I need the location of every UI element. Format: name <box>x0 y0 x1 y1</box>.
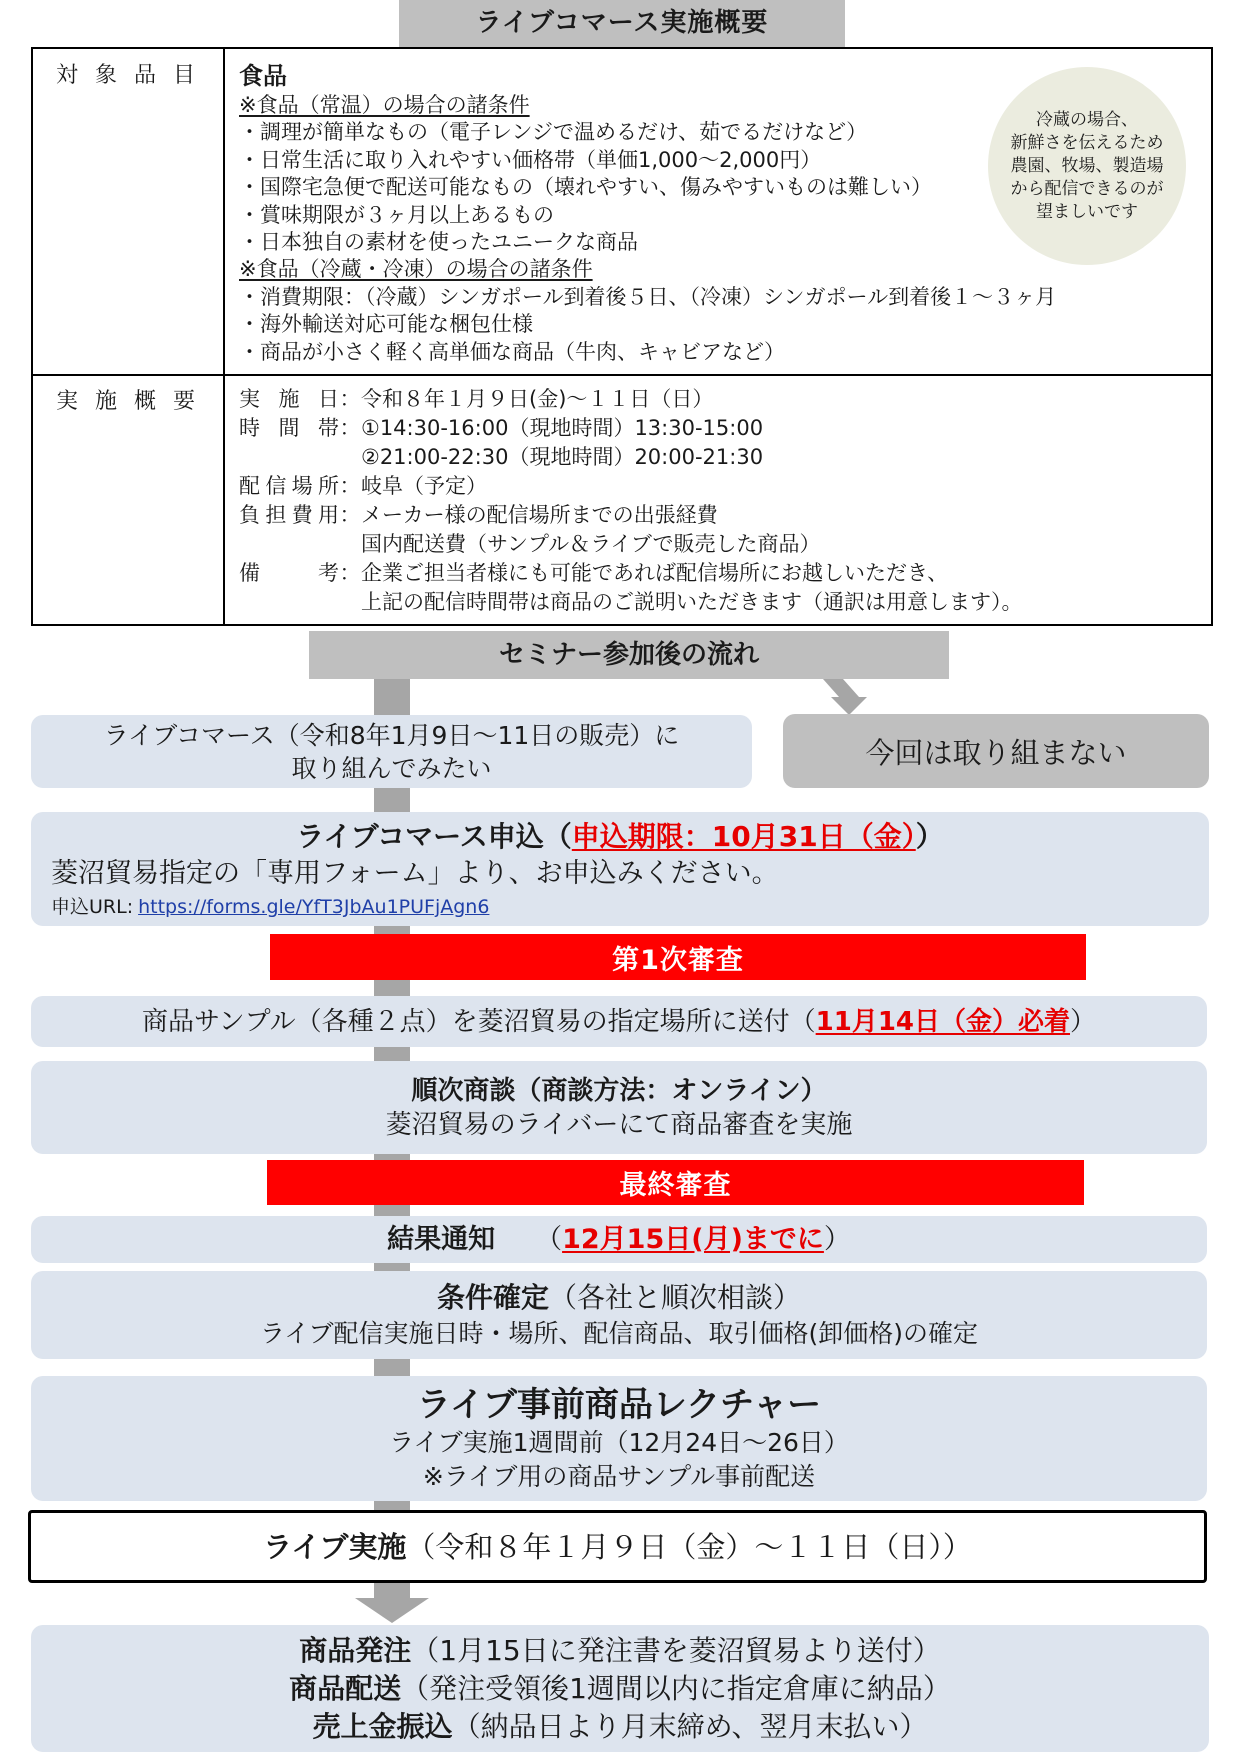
step-terms-box <box>31 1271 1207 1359</box>
summary-line-label: 備 考 <box>239 561 339 585</box>
application-url-line <box>51 894 489 920</box>
application-url-label: 申込URL: <box>51 896 134 918</box>
summary-line-separator: ： <box>339 561 361 585</box>
overview-table <box>31 47 1213 626</box>
live-line <box>263 1529 972 1565</box>
summary-line <box>239 443 1023 472</box>
result-paren-open: （ <box>535 1223 563 1255</box>
target-content <box>239 60 1056 366</box>
chilled-heading: ※食品（冷蔵・冷凍）の場合の諸条件 <box>239 257 593 282</box>
lecture-timing: ライブ実施1週間前（12月24日～26日） <box>389 1427 849 1457</box>
summary-line <box>239 414 1023 443</box>
application-paren-open: （ <box>543 820 572 853</box>
after-line <box>313 1708 928 1746</box>
step-live-box <box>28 1510 1207 1583</box>
sample-line <box>142 1005 1096 1039</box>
after-line <box>299 1632 940 1670</box>
decline-arrow-icon <box>815 679 875 719</box>
after-line <box>289 1670 951 1708</box>
note-line: 農園、牧場、製造場 <box>1010 155 1164 176</box>
sample-paren-close: ） <box>1070 1006 1097 1037</box>
application-url-link[interactable]: https://forms.gle/YfT3JbAu1PUFjAgn6 <box>138 896 490 918</box>
summary-line-value: 岐阜（予定） <box>361 474 487 498</box>
ambient-item: ・賞味期限が３ヶ月以上あるもの <box>239 202 554 227</box>
decline-text: 今回は取り組まない <box>865 735 1127 770</box>
summary-line-label: 負担費用 <box>239 503 339 527</box>
sample-text: 商品サンプル（各種２点）を菱沼貿易の指定場所に送付（ <box>141 1006 816 1037</box>
summary-row <box>33 376 1211 624</box>
lecture-title: ライブ事前商品レクチャー <box>416 1384 822 1425</box>
after-title: 商品配送 <box>289 1671 402 1705</box>
target-category: 食品 <box>239 62 287 90</box>
summary-line <box>239 472 1023 501</box>
after-detail: （1月15日に発注書を菱沼貿易より送付） <box>411 1633 941 1667</box>
lecture-note: ※ライブ用の商品サンプル事前配送 <box>422 1461 816 1491</box>
refrigerated-note-circle <box>988 67 1186 265</box>
step-after-box <box>31 1625 1209 1752</box>
summary-line-value: ①14:30-16:00（現地時間）13:30-15:00 <box>361 416 764 440</box>
chilled-item: ・海外輸送対応可能な梱包仕様 <box>239 312 533 337</box>
summary-line-separator: ： <box>339 474 361 498</box>
note-line: 望ましいです <box>1036 201 1138 222</box>
terms-title: 条件確定 <box>436 1281 549 1314</box>
summary-label-cell <box>33 376 225 624</box>
summary-content <box>239 385 1023 617</box>
application-deadline: 申込期限：10月31日（金） <box>571 820 916 853</box>
application-title-line <box>31 820 1209 854</box>
step-sample-box <box>31 996 1207 1047</box>
summary-line <box>239 385 1023 414</box>
step-result-box <box>31 1216 1207 1263</box>
target-row <box>33 49 1211 376</box>
application-paren-close: ） <box>915 820 944 853</box>
summary-line-value: 企業ご担当者様にも可能であれば配信場所にお越しいただき、 <box>361 561 949 585</box>
summary-line-separator: ： <box>339 416 361 440</box>
interest-line: 取り組んでみたい <box>291 753 492 783</box>
terms-detail: ライブ配信実施日時・場所、配信商品、取引価格(卸価格)の確定 <box>259 1319 978 1348</box>
step-interest-box <box>31 715 752 788</box>
result-title: 結果通知 <box>387 1223 496 1255</box>
summary-line-label: 配信場所 <box>239 474 339 498</box>
chilled-heading-line <box>239 256 1056 283</box>
summary-line-value: 国内配送費（サンプル＆ライブで販売した商品） <box>361 532 821 556</box>
terms-title-line <box>437 1279 801 1316</box>
final-review-bar: 最終審査 <box>267 1160 1084 1205</box>
summary-line <box>239 530 1023 559</box>
summary-line-value: 令和８年１月９日(金)～１１日（日） <box>361 387 714 411</box>
chilled-item: ・消費期限：（冷蔵）シンガポール到着後５日、（冷凍）シンガポール到着後１～３ヶ月 <box>239 284 1057 309</box>
ambient-heading-line <box>239 92 1056 119</box>
note-line: 新鮮さを伝えるため <box>1010 132 1164 153</box>
after-detail: （発注受領後1週間以内に指定倉庫に納品） <box>401 1671 951 1705</box>
ambient-item: ・日本独自の素材を使ったユニークな商品 <box>239 230 638 255</box>
target-label-cell <box>33 49 225 374</box>
after-title: 売上金振込 <box>312 1709 453 1743</box>
summary-line <box>239 559 1023 588</box>
result-line <box>387 1223 851 1257</box>
summary-line-value: 上記の配信時間帯は商品のご説明いただきます（通訳は用意します）。 <box>361 590 1023 614</box>
note-line: から配信できるのが <box>1010 178 1164 199</box>
summary-line <box>239 501 1023 530</box>
summary-line-label: 時 間 帯 <box>239 416 339 440</box>
interest-line: ライブコマース（令和8年1月9日～11日の販売）に <box>103 720 680 750</box>
application-title: ライブコマース申込 <box>296 820 544 853</box>
target-label: 対 象 品 目 <box>56 63 200 88</box>
ambient-heading: ※食品（常温）の場合の諸条件 <box>239 93 530 117</box>
meeting-title: 順次商談（商談方法：オンライン） <box>411 1075 827 1106</box>
result-deadline: 12月15日(月)までに <box>562 1223 824 1255</box>
result-paren-close: ） <box>823 1223 851 1255</box>
meeting-detail: 菱沼貿易のライバーにて商品審査を実施 <box>385 1109 853 1140</box>
first-review-bar: 第1次審査 <box>270 934 1086 980</box>
overview-title: ライブコマース実施概要 <box>399 0 845 47</box>
step-decline-box <box>783 714 1209 788</box>
summary-line-separator: ： <box>339 387 361 411</box>
sample-deadline: 11月14日（金）必着 <box>815 1006 1071 1037</box>
step-lecture-box <box>31 1376 1207 1501</box>
step-application-box <box>31 812 1209 926</box>
ambient-item: ・国際宅急便で配送可能なもの（壊れやすい、傷みやすいものは難しい） <box>239 175 932 200</box>
terms-note: （各社と順次相談） <box>549 1281 802 1314</box>
note-line: 冷蔵の場合、 <box>1036 109 1138 130</box>
ambient-item: ・調理が簡単なもの（電子レンジで温めるだけ、茹でるだけなど） <box>239 120 868 145</box>
live-dates: （令和８年１月９日（金）～１１日（日）） <box>406 1529 972 1564</box>
chilled-item: ・商品が小さく軽く高単価な商品（牛肉、キャビアなど） <box>239 339 785 364</box>
summary-line-value: メーカー様の配信場所までの出張経費 <box>361 503 718 527</box>
flow-title: セミナー参加後の流れ <box>309 631 949 679</box>
summary-line <box>239 588 1023 617</box>
ambient-item: ・日常生活に取り入れやすい価格帯（単価1,000～2,000円） <box>239 147 822 172</box>
summary-line-separator: ： <box>339 503 361 527</box>
after-detail: （納品日より月末締め、翌月末払い） <box>452 1709 928 1743</box>
live-title: ライブ実施 <box>263 1529 407 1564</box>
summary-label: 実 施 概 要 <box>56 389 200 414</box>
application-instruction: 菱沼貿易指定の「専用フォーム」より、お申込みください。 <box>51 858 779 889</box>
summary-line-value: ②21:00-22:30（現地時間）20:00-21:30 <box>361 445 764 469</box>
after-title: 商品発注 <box>299 1633 412 1667</box>
down-arrow-icon <box>355 1583 431 1625</box>
summary-line-label: 実 施 日 <box>239 387 339 411</box>
step-meeting-box <box>31 1061 1207 1154</box>
